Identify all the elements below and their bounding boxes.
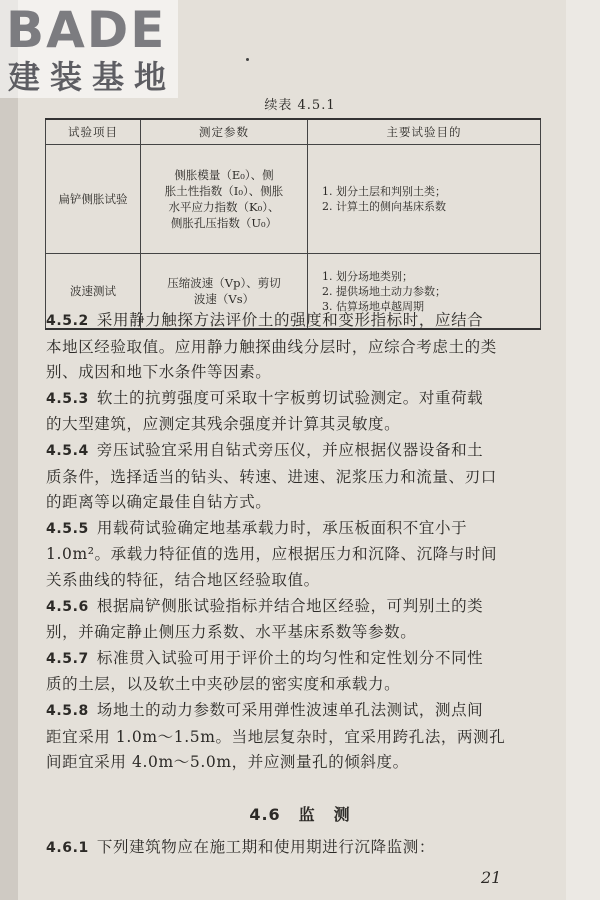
purpose-line: 2. 计算土的侧向基床系数 xyxy=(322,200,446,213)
clause-number: 4.5.7 xyxy=(46,650,89,667)
clause-text: 旁压试验宜采用自钻式旁压仪，并应根据仪器设备和土 xyxy=(96,440,484,459)
clause-line xyxy=(46,438,546,465)
clause-line: 间距宜采用 4.0m～5.0m，并应测量孔的倾斜度。 xyxy=(46,753,409,772)
clause-text: 场地土的动力参数可采用弹性波速单孔法测试，测点间 xyxy=(96,700,484,719)
purpose-line: 1. 划分场地类别； xyxy=(322,269,413,283)
section-heading xyxy=(0,802,600,825)
clause-line: 的距离等以确定最佳自钻方式。 xyxy=(46,493,272,512)
clause-line xyxy=(46,386,546,413)
clause-text: 软土的抗剪强度可采取十字板剪切试验测定。对重荷载 xyxy=(96,388,484,407)
clause-number: 4.5.8 xyxy=(46,702,89,719)
clause-number: 4.5.5 xyxy=(46,520,89,537)
purpose-line: 3. 估算场地卓越周期 xyxy=(322,299,424,313)
watermark-subtitle: 建装基地 xyxy=(8,58,177,96)
section-number: 4.6 xyxy=(249,805,281,824)
clause-number: 4.5.2 xyxy=(46,313,89,329)
header-params: 测定参数 xyxy=(141,119,308,145)
clause-line xyxy=(46,516,546,543)
clause-number: 4.6.1 xyxy=(46,840,89,856)
header-purpose: 主要试验目的 xyxy=(308,119,541,145)
clause-number: 4.5.6 xyxy=(46,598,89,615)
watermark-logo xyxy=(0,0,178,98)
clause-text: 根据扁铲侧胀试验指标并结合地区经验，可判别土的类 xyxy=(96,596,484,615)
clause xyxy=(46,594,546,646)
purpose-line: 1. 划分土层和判别土类； xyxy=(322,185,446,198)
clause xyxy=(46,835,546,862)
watermark-brand: BADE xyxy=(6,1,167,59)
clause-text: 采用静力触探方法评价土的强度和变形指标时，应结合 xyxy=(96,311,484,329)
clause-text: 用载荷试验确定地基承载力时，承压板面积不宜小于 xyxy=(96,518,468,537)
print-dot xyxy=(246,58,249,61)
table-header-row xyxy=(46,119,541,145)
param-line: 压缩波速（Vp）、剪切 xyxy=(167,276,281,290)
table-row xyxy=(46,145,541,254)
clause-line: 别、成因和地下水条件等因素。 xyxy=(46,363,272,382)
clause-number: 4.5.3 xyxy=(46,390,89,407)
section-title-b: 测 xyxy=(333,805,351,824)
clause-line: 质的土层，以及软土中夹砂层的密实度和承载力。 xyxy=(46,675,401,694)
header-item: 试验项目 xyxy=(46,119,141,145)
row-purposes xyxy=(308,145,541,254)
param-line: 侧胀模量（E₀）、侧 xyxy=(174,168,274,182)
clause xyxy=(46,516,546,594)
clause xyxy=(46,308,546,386)
clause-text: 标准贯入试验可用于评价土的均匀性和定性划分不同性 xyxy=(96,648,484,667)
test-table xyxy=(45,118,541,330)
clause-line: 1.0m²。承载力特征值的选用，应根据压力和沉降、沉降与时间 xyxy=(46,545,498,564)
table-title: 续表 4.5.1 xyxy=(264,98,336,113)
page-number: 21 xyxy=(481,868,502,887)
clause-line: 本地区经验取值。应用静力触探曲线分层时，应综合考虑土的类 xyxy=(46,337,497,356)
clause xyxy=(46,698,546,776)
clause-line xyxy=(46,646,546,673)
row-params xyxy=(141,145,308,254)
param-line: 水平应力指数（K₀）、 xyxy=(168,200,280,214)
clause-line: 距宜采用 1.0m～1.5m。当地层复杂时，宜采用跨孔法，两测孔 xyxy=(46,727,506,746)
section-title-a: 监 xyxy=(298,805,316,824)
clause-number: 4.5.4 xyxy=(46,442,89,459)
row-item: 波速测试 xyxy=(46,254,141,330)
clause-line xyxy=(46,594,546,621)
clause-line: 关系曲线的特征，结合地区经验取值。 xyxy=(46,570,320,589)
clause xyxy=(46,386,546,438)
param-line: 胀土性指数（I₀）、侧胀 xyxy=(164,184,284,198)
clause-line: 的大型建筑，应测定其残余强度并计算其灵敏度。 xyxy=(46,415,401,434)
page-edge xyxy=(566,0,600,900)
clause xyxy=(46,438,546,516)
clause-line xyxy=(46,308,546,335)
clause-line xyxy=(46,698,546,725)
clause-line: 质条件，选择适当的钻头、转速、进速、泥浆压力和流量、刃口 xyxy=(46,467,497,486)
clause-line: 别，并确定静止侧压力系数、水平基床系数等参数。 xyxy=(46,623,417,642)
param-line: 侧胀孔压指数（U₀） xyxy=(170,216,278,230)
row-item: 扁铲侧胀试验 xyxy=(46,145,141,254)
clause-text: 下列建筑物应在施工期和使用期进行沉降监测： xyxy=(96,838,435,856)
param-line: 波速（Vs） xyxy=(193,292,255,306)
clause xyxy=(46,646,546,698)
clauses-body xyxy=(46,308,546,776)
purpose-line: 2. 提供场地土动力参数； xyxy=(322,284,446,298)
